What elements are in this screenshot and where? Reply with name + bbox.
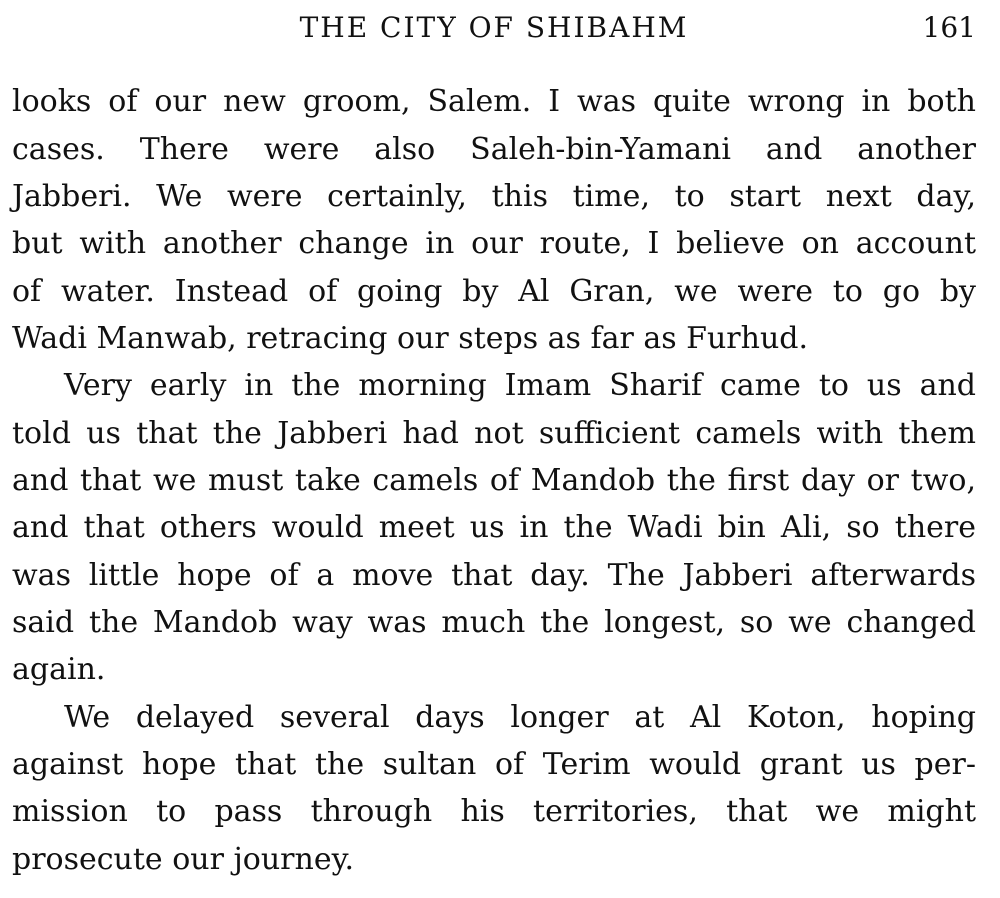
text-line: said the Mandob way was much the longest, so we changed <box>12 605 976 640</box>
text-line: was little hope of a move that day. The Jabberi afterwards <box>12 558 976 593</box>
text-line: but with another change in our route, I believe on account <box>12 226 976 261</box>
text-line: looks of our new groom, Salem. I was quite wrong in both <box>12 84 976 119</box>
text-line: cases. There were also Saleh-bin-Yamani and another <box>12 132 976 167</box>
text-line: prosecute our journey. <box>12 842 355 877</box>
text-line: mission to pass through his territories, that we might <box>12 794 976 829</box>
text-line: Wadi Manwab, retracing our steps as far as Furhud. <box>12 321 809 356</box>
text-line: Very early in the morning Imam Sharif came to us and <box>64 368 976 403</box>
running-head <box>12 8 976 48</box>
running-title: THE CITY OF SHIBAHM <box>299 11 689 44</box>
text-line: again. <box>12 652 106 687</box>
page-number: 161 <box>922 11 976 44</box>
text-line: and that we must take camels of Mandob the first day or two, <box>12 463 976 498</box>
book-page <box>12 0 976 898</box>
text-line: told us that the Jabberi had not sufficient camels with them <box>12 416 976 451</box>
text-line: We delayed several days longer at Al Koton, hoping <box>64 700 976 735</box>
text-line: and that others would meet us in the Wadi bin Ali, so there <box>12 510 976 545</box>
text-line: Jabberi. We were certainly, this time, to start next day, <box>12 179 976 214</box>
text-line: against hope that the sultan of Terim would grant us per- <box>12 747 976 782</box>
text-line: of water. Instead of going by Al Gran, we were to go by <box>12 274 976 309</box>
